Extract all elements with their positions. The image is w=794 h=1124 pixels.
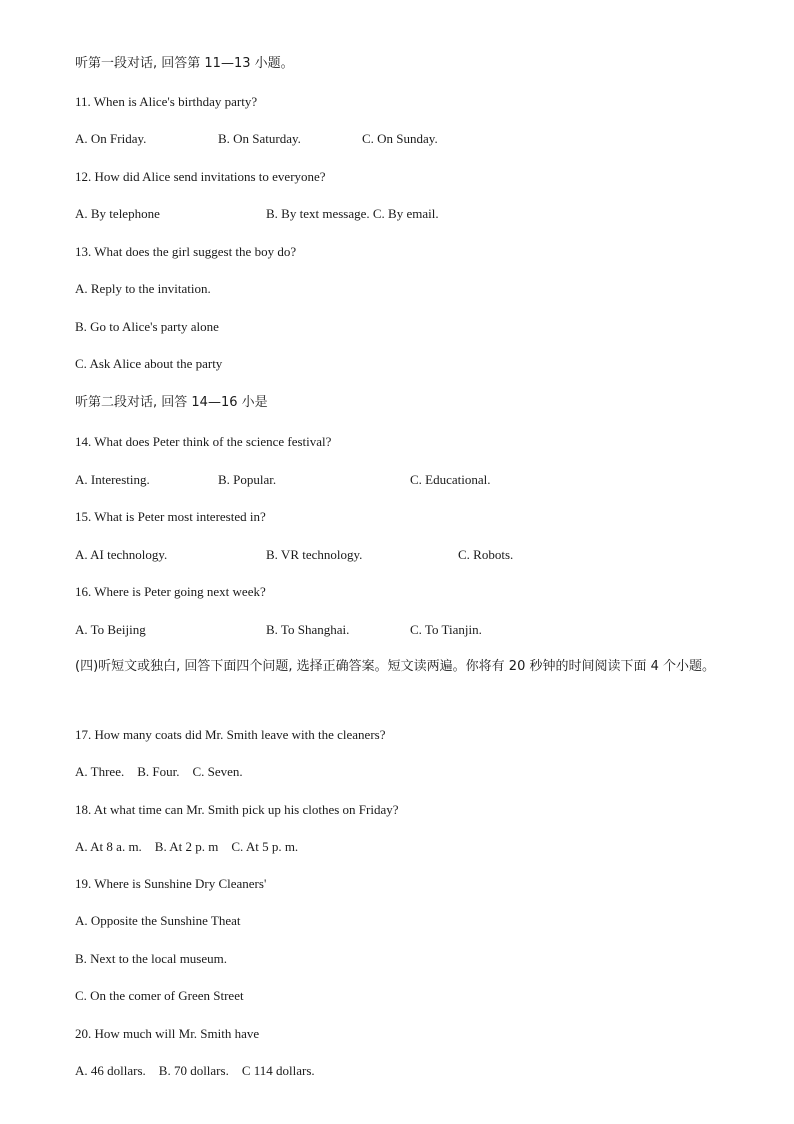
option-19-c: C. On the comer of Green Street: [75, 988, 244, 1003]
question-18: 18. At what time can Mr. Smith pick up his clothes on Friday?: [75, 802, 399, 817]
option-14-b: B. Popular.: [218, 472, 277, 487]
option-19-b: B. Next to the local museum.: [75, 951, 228, 966]
section-heading-1: 听第一段对话, 回答第 11—13 小题。: [75, 56, 294, 71]
option-14-c: C. Educational.: [410, 472, 491, 487]
options-18: A. At 8 a. m. B. At 2 p. m C. At 5 p. m.: [75, 839, 299, 854]
options-11: [75, 131, 725, 147]
option-13-c: C. Ask Alice about the party: [75, 356, 223, 371]
options-17: A. Three. B. Four. C. Seven.: [75, 764, 243, 779]
option-11-b: B. On Saturday.: [218, 131, 301, 146]
question-15: 15. What is Peter most interested in?: [75, 509, 266, 524]
option-12-a: A. By telephone: [75, 206, 160, 221]
option-16-c: C. To Tianjin.: [410, 622, 482, 637]
option-15-b: B. VR technology.: [266, 547, 363, 562]
option-16-a: A. To Beijing: [75, 622, 146, 637]
options-16: [75, 622, 725, 638]
options-15: [75, 547, 725, 563]
section-heading-2: 听第二段对话, 回答 14—16 小是: [75, 395, 268, 410]
options-14: [75, 472, 725, 488]
option-16-b: B. To Shanghai.: [266, 622, 350, 637]
option-11-c: C. On Sunday.: [362, 131, 438, 146]
section-heading-4: (四)听短文或独白, 回答下面四个问题, 选择正确答案。短文读两遍。你将有 20 秒钟的时间阅读下面 4 个小题。: [75, 659, 716, 674]
question-17: 17. How many coats did Mr. Smith leave with the cleaners?: [75, 727, 386, 742]
question-12: 12. How did Alice send invitations to everyone?: [75, 169, 326, 184]
option-15-a: A. AI technology.: [75, 547, 168, 562]
question-13: 13. What does the girl suggest the boy do?: [75, 244, 297, 259]
option-12-bc: B. By text message. C. By email.: [266, 206, 439, 221]
option-19-a: A. Opposite the Sunshine Theat: [75, 913, 241, 928]
options-12: [75, 206, 725, 222]
options-20: A. 46 dollars. B. 70 dollars. C 114 dollars.: [75, 1063, 315, 1078]
option-15-c: C. Robots.: [458, 547, 514, 562]
option-11-a: A. On Friday.: [75, 131, 147, 146]
option-13-a: A. Reply to the invitation.: [75, 281, 211, 296]
question-16: 16. Where is Peter going next week?: [75, 584, 266, 599]
question-14: 14. What does Peter think of the science festival?: [75, 434, 332, 449]
question-19: 19. Where is Sunshine Dry Cleaners': [75, 876, 267, 891]
question-20: 20. How much will Mr. Smith have: [75, 1026, 260, 1041]
option-13-b: B. Go to Alice's party alone: [75, 319, 219, 334]
option-14-a: A. Interesting.: [75, 472, 150, 487]
question-11: 11. When is Alice's birthday party?: [75, 94, 258, 109]
